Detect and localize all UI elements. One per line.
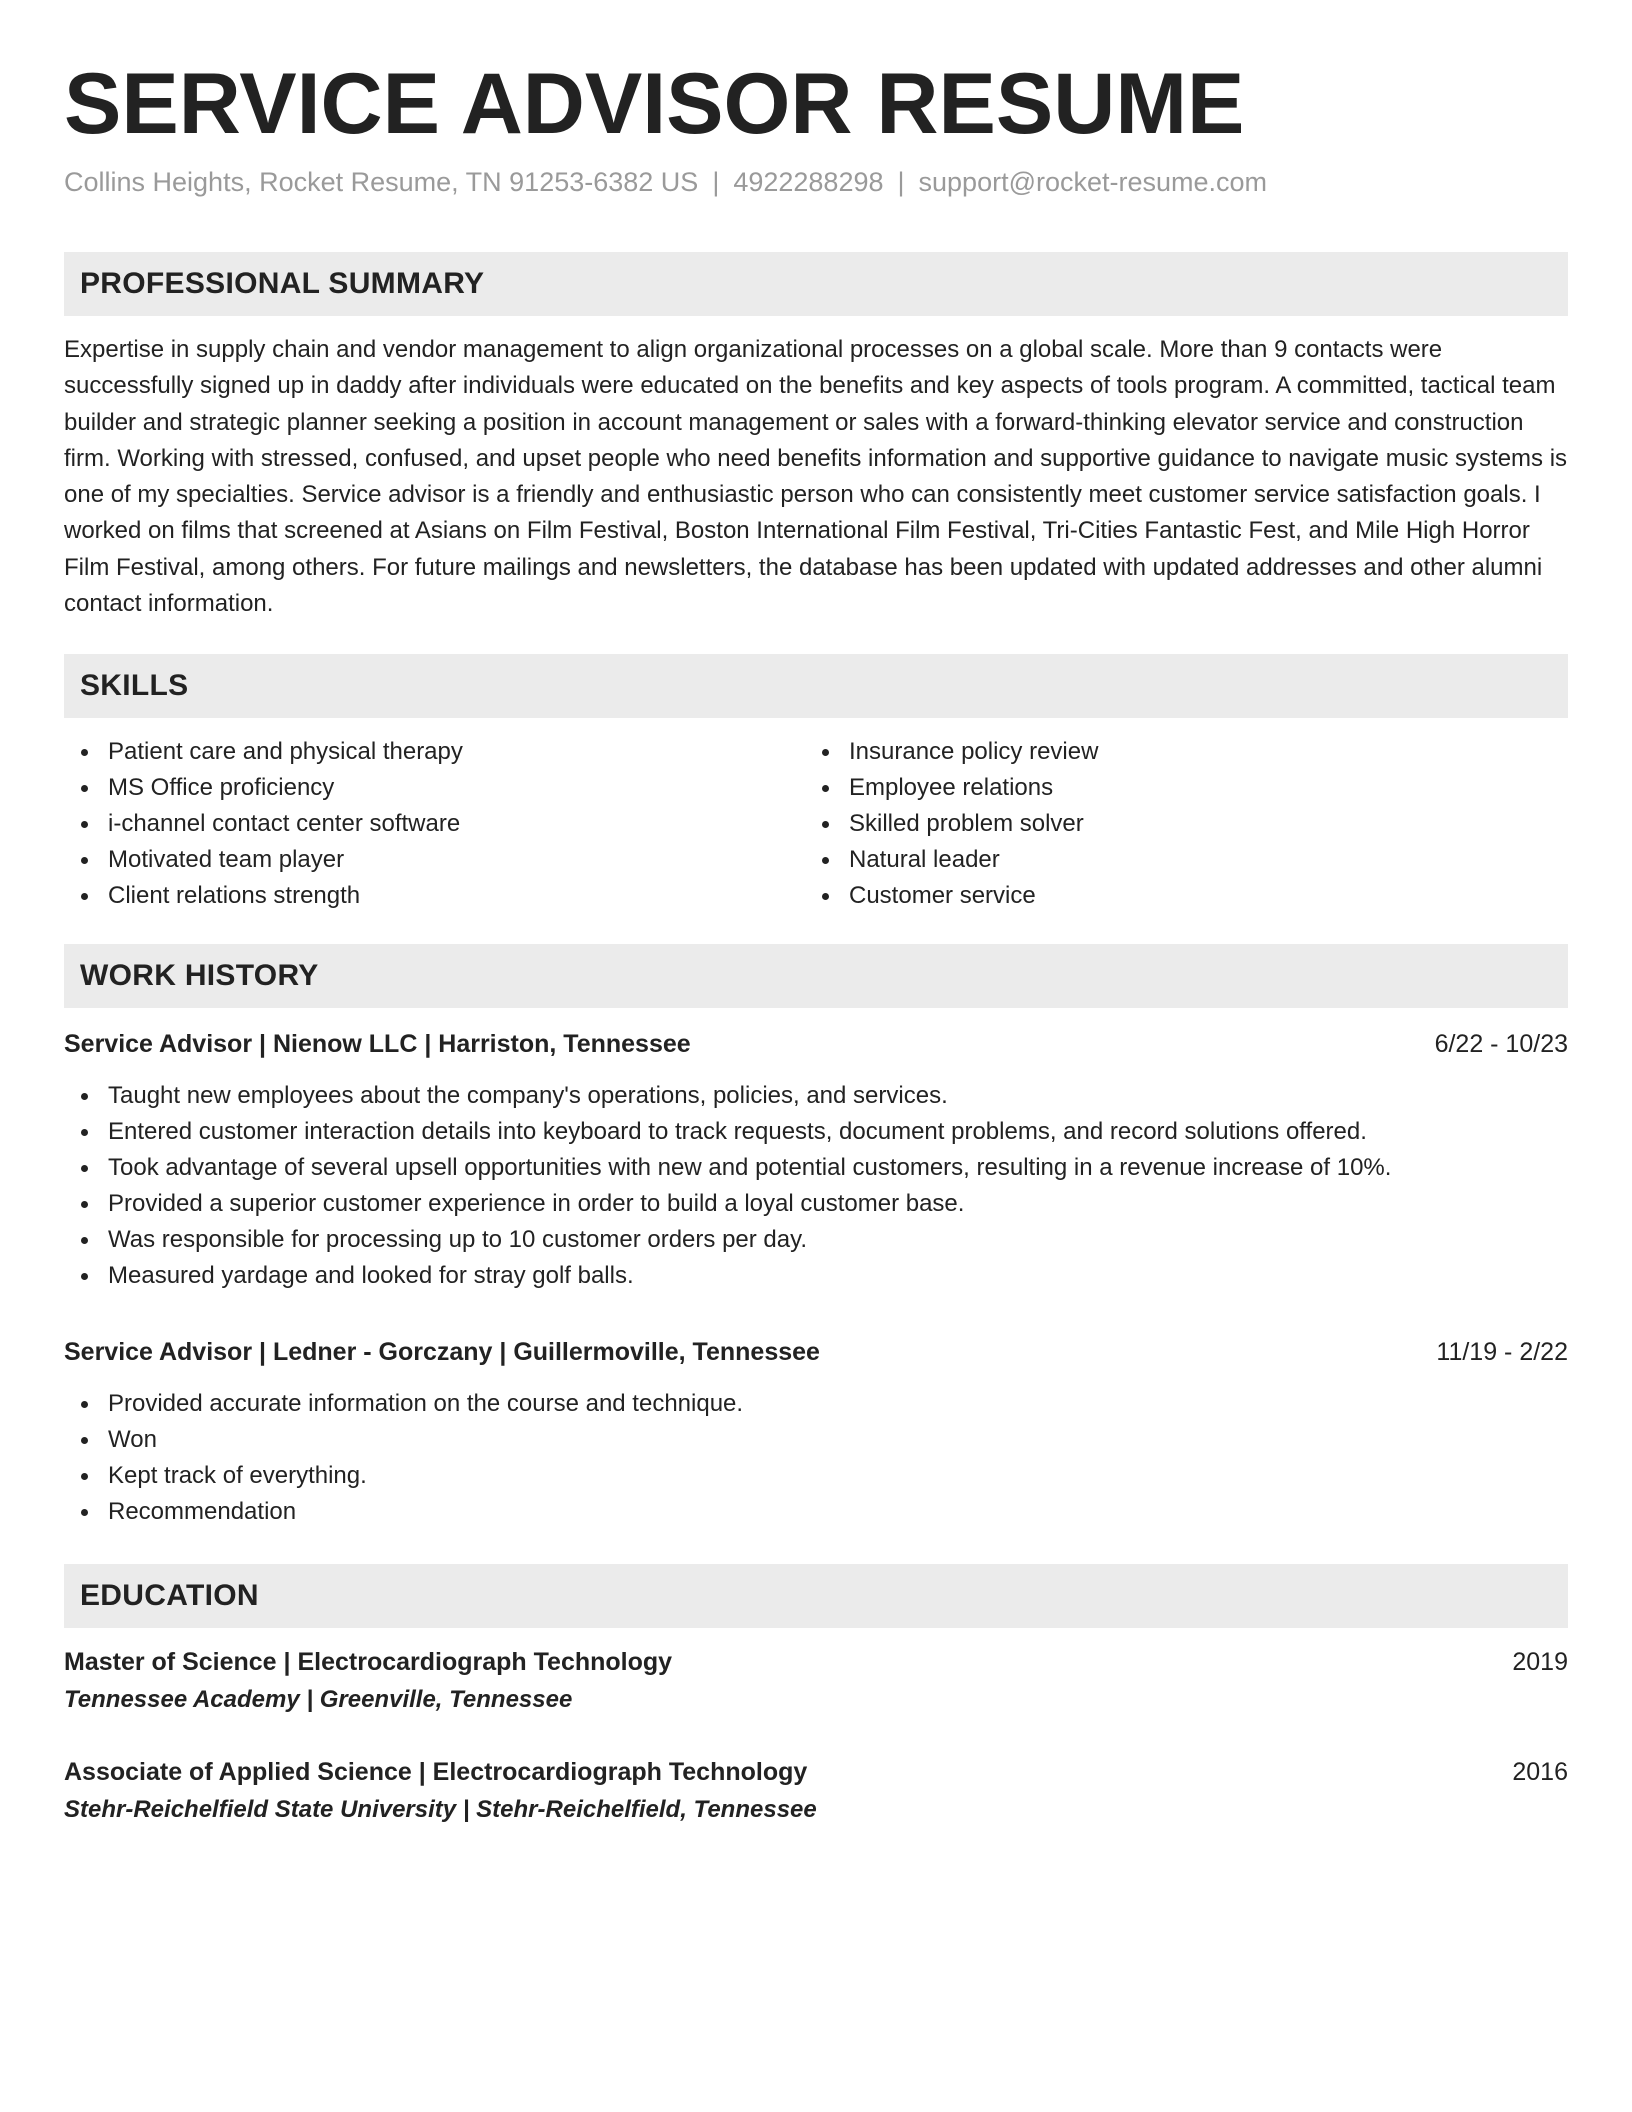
contact-line xyxy=(64,164,1568,200)
job-entry xyxy=(64,1026,1568,1294)
education-degree-row xyxy=(64,1644,1568,1680)
contact-separator: | xyxy=(712,167,720,197)
skill-item: Natural leader xyxy=(805,842,1546,878)
job-bullet: Measured yardage and looked for stray golf balls. xyxy=(64,1258,1568,1294)
job-bullets xyxy=(64,1078,1568,1294)
section-header-skills: SKILLS xyxy=(64,654,1568,718)
job-bullet: Was responsible for processing up to 10 customer orders per day. xyxy=(64,1222,1568,1258)
skill-item: Patient care and physical therapy xyxy=(64,734,805,770)
contact-address: Collins Heights, Rocket Resume, TN 91253-6382 US xyxy=(64,167,699,197)
education-school: Tennessee Academy | Greenville, Tennessee xyxy=(64,1686,573,1714)
skill-item: Employee relations xyxy=(805,770,1546,806)
skill-item: Customer service xyxy=(805,878,1546,914)
job-dates: 11/19 - 2/22 xyxy=(1436,1338,1568,1367)
skill-item: Insurance policy review xyxy=(805,734,1546,770)
job-bullet: Provided a superior customer experience in order to build a loyal customer base. xyxy=(64,1186,1568,1222)
job-title-row xyxy=(64,1026,1568,1062)
skills-column-left xyxy=(64,734,805,914)
section-header-education: EDUCATION xyxy=(64,1564,1568,1628)
education-degree: Master of Science | Electrocardiograph Technology xyxy=(64,1648,673,1677)
job-bullet: Recommendation xyxy=(64,1494,1568,1530)
education-entry xyxy=(64,1754,1568,1830)
job-title-row xyxy=(64,1334,1568,1370)
job-title: Service Advisor | Nienow LLC | Harriston, Tennessee xyxy=(64,1030,691,1059)
job-bullet: Won xyxy=(64,1422,1568,1458)
job-bullet: Provided accurate information on the course and technique. xyxy=(64,1386,1568,1422)
education-entry xyxy=(64,1644,1568,1720)
section-header-summary: PROFESSIONAL SUMMARY xyxy=(64,252,1568,316)
contact-email: support@rocket-resume.com xyxy=(918,167,1268,197)
job-bullet: Kept track of everything. xyxy=(64,1458,1568,1494)
job-bullet: Taught new employees about the company's operations, policies, and services. xyxy=(64,1078,1568,1114)
job-bullets xyxy=(64,1386,1568,1530)
education-degree: Associate of Applied Science | Electrocardiograph Technology xyxy=(64,1758,808,1787)
section-header-work-history: WORK HISTORY xyxy=(64,944,1568,1008)
job-entry xyxy=(64,1334,1568,1530)
job-bullet: Took advantage of several upsell opportunities with new and potential customers, resulting in a revenue increase of 10%. xyxy=(64,1150,1568,1186)
job-dates: 6/22 - 10/23 xyxy=(1434,1030,1568,1059)
contact-phone: 4922288298 xyxy=(733,167,884,197)
job-bullet: Entered customer interaction details into keyboard to track requests, document problems, and record solutions offered. xyxy=(64,1114,1568,1150)
education-school: Stehr-Reichelfield State University | Stehr-Reichelfield, Tennessee xyxy=(64,1796,817,1824)
skill-item: MS Office proficiency xyxy=(64,770,805,806)
skill-item: i-channel contact center software xyxy=(64,806,805,842)
contact-separator: | xyxy=(897,167,905,197)
education-year: 2016 xyxy=(1512,1758,1568,1787)
summary-text: Expertise in supply chain and vendor management to align organizational processes on a global scale. More than 9 contacts were successfully signed up in daddy after individuals were educated on the benefits and key aspects of tools program. A committed, tactical team builder and strategic planner seeking a position in account management or sales with a forward-thinking elevator service and construction firm. Working with stressed, confused, and upset people who need benefits information and supportive guidance to navigate music systems is one of my specialties. Service advisor is a friendly and enthusiastic person who can consistently meet customer service satisfaction goals. I worked on films that screened at Asians on Film Festival, Boston International Film Festival, Tri-Cities Fantastic Fest, and Mile High Horror Film Festival, among others. For future mailings and newsletters, the database has been updated with updated addresses and other alumni contact information. xyxy=(64,336,1568,618)
skills-list xyxy=(64,734,1568,914)
skill-item: Motivated team player xyxy=(64,842,805,878)
skill-item: Skilled problem solver xyxy=(805,806,1546,842)
resume-title: SERVICE ADVISOR RESUME xyxy=(64,56,1245,152)
skills-column-right xyxy=(805,734,1546,914)
skill-item: Client relations strength xyxy=(64,878,805,914)
education-year: 2019 xyxy=(1512,1648,1568,1677)
job-title: Service Advisor | Ledner - Gorczany | Guillermoville, Tennessee xyxy=(64,1338,820,1367)
education-degree-row xyxy=(64,1754,1568,1790)
